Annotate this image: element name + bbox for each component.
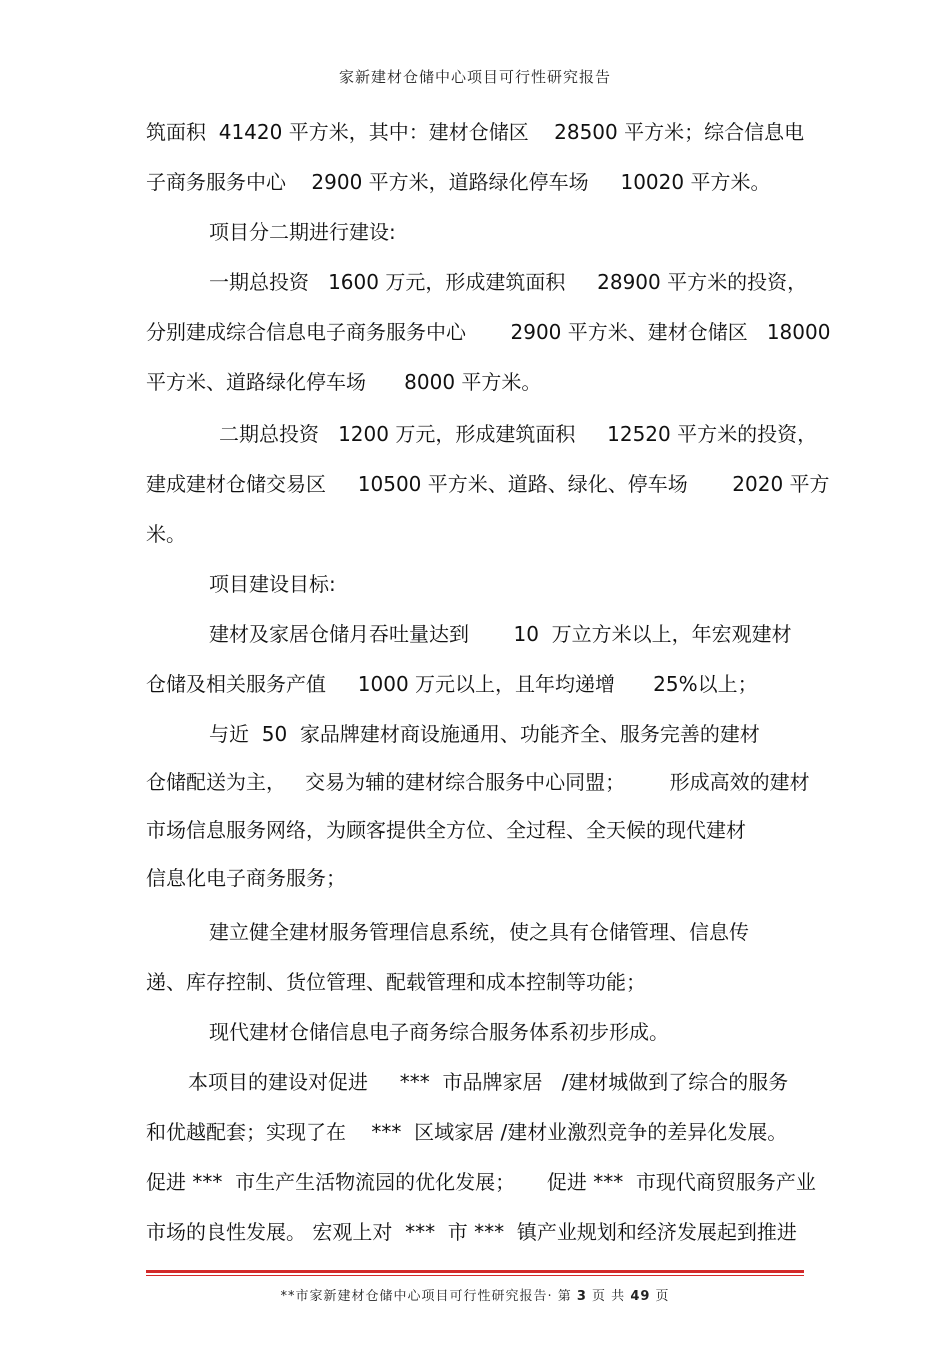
text-line: 子商务服务中心 2900 平方米，道路绿化停车场 10020 平方米。 [146,170,771,194]
total-page-count: 49 [630,1289,651,1304]
text-line: 促进 *** 市生产生活物流园的优化发展； 促进 *** 市现代商贸服务产业 [146,1170,816,1194]
text-line: 与近 50 家品牌建材商设施通用、功能齐全、服务完善的建材 [209,722,760,746]
text-line: 一期总投资 1600 万元，形成建筑面积 28900 平方米的投资， [209,270,808,294]
text-line: 市场的良性发展。 宏观上对 *** 市 *** 镇产业规划和经济发展起到推进 [146,1220,797,1244]
footer-divider-thick [146,1270,804,1273]
footer-middle: 页 共 [592,1289,626,1304]
text-line: 建立健全建材服务管理信息系统，使之具有仓储管理、信息传 [209,920,749,944]
text-line: 本项目的建设对促进 *** 市品牌家居 /建材城做到了综合的服务 [188,1070,789,1094]
text-line: 仓储配送为主， 交易为辅的建材综合服务中心同盟； 形成高效的建材 [146,770,810,794]
text-line: 和优越配套；实现了在 *** 区域家居 /建材业激烈竞争的差异化发展。 [146,1120,788,1144]
footer-suffix: 页 [655,1289,670,1304]
text-line: 现代建材仓储信息电子商务综合服务体系初步形成。 [209,1020,669,1044]
text-line: 仓储及相关服务产值 1000 万元以上，且年均递增 25%以上； [146,672,758,696]
text-line: 分别建成综合信息电子商务服务中心 2900 平方米、建材仓储区 18000 [146,320,831,344]
text-line: 信息化电子商务服务； [146,866,346,890]
text-line: 市场信息服务网络，为顾客提供全方位、全过程、全天候的现代建材 [146,818,746,842]
current-page-number: 3 [576,1289,587,1304]
text-line: 筑面积 41420 平方米，其中：建材仓储区 28500 平方米；综合信息电 [146,120,805,144]
text-line: 二期总投资 1200 万元，形成建筑面积 12520 平方米的投资， [219,422,818,446]
footer-divider-thin [146,1275,804,1276]
page-header: 家新建材仓储中心项目可行性研究报告 [338,68,611,86]
text-line: 建材及家居仓储月吞吐量达到 10 万立方米以上，年宏观建材 [209,622,792,646]
text-line: 建成建材仓储交易区 10500 平方米、道路、绿化、停车场 2020 平方 [146,472,830,496]
text-line: 项目建设目标: [209,572,336,596]
text-line: 米。 [146,522,186,546]
page-footer [0,1285,950,1304]
footer-title: **市家新建材仓储中心项目可行性研究报告· 第 [280,1289,572,1304]
text-line: 平方米、道路绿化停车场 8000 平方米。 [146,370,542,394]
text-line: 递、库存控制、货位管理、配载管理和成本控制等功能； [146,970,646,994]
text-line: 项目分二期进行建设: [209,220,396,244]
